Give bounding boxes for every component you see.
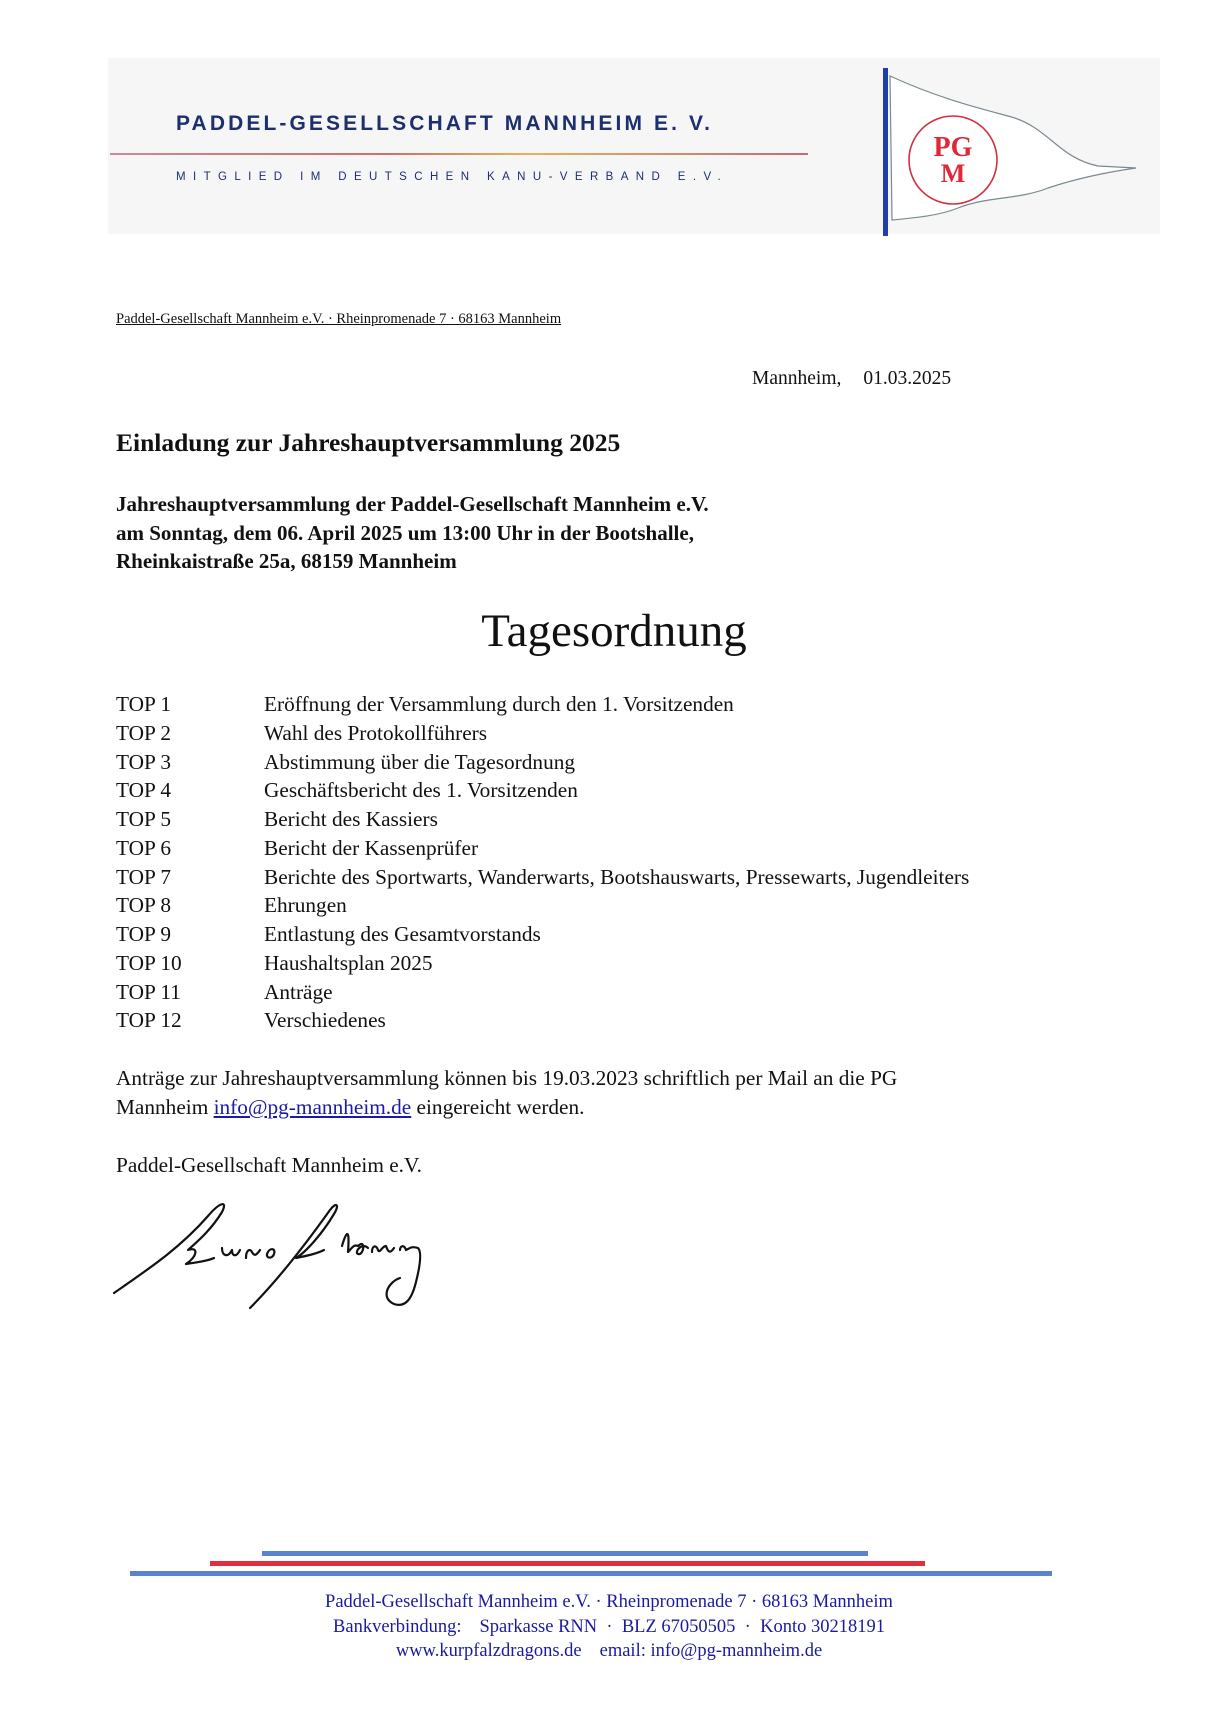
agenda-item-text: Ehrungen <box>264 893 347 918</box>
footer-stripe-blue-top <box>262 1551 868 1556</box>
agenda-item-number: TOP 3 <box>116 749 172 774</box>
agenda-list <box>116 690 969 1035</box>
agenda-item-number: TOP 6 <box>116 835 172 860</box>
footer-email[interactable]: email: info@pg-mannheim.de <box>599 1641 823 1661</box>
agenda-item <box>116 748 969 777</box>
agenda-item-number: TOP 8 <box>116 893 172 918</box>
agenda-item-number: TOP 5 <box>116 807 172 831</box>
agenda-item-text: Entlastung des Gesamtvorstands <box>264 922 541 946</box>
logo-pg-text: PG <box>933 132 973 163</box>
membership-line: MITGLIED IM DEUTSCHEN KANU-VERBAND E.V. <box>176 171 729 183</box>
closing-organization: Paddel-Gesellschaft Mannheim e.V. <box>116 1153 422 1177</box>
sender-address-line: Paddel-Gesellschaft Mannheim e.V. · Rheinpromenade 7 · 68163 Mannheim <box>116 311 562 327</box>
meeting-details-line: Jahreshauptversammlung der Paddel-Gesellschaft Mannheim e.V. <box>116 492 709 516</box>
agenda-item-number: TOP 4 <box>116 778 172 803</box>
agenda-item-number: TOP 10 <box>116 950 182 975</box>
agenda-item <box>116 805 969 834</box>
agenda-item-text: Geschäftsbericht des 1. Vorsitzenden <box>264 778 578 803</box>
document-title: Einladung zur Jahreshauptversammlung 2025 <box>116 428 621 457</box>
agenda-item <box>116 834 969 863</box>
agenda-item-text: Abstimmung über die Tagesordnung <box>264 749 576 774</box>
agenda-item-text: Bericht des Kassiers <box>264 807 438 831</box>
agenda-item-number: TOP 11 <box>116 979 181 1004</box>
footer-stripe-red <box>210 1561 925 1566</box>
footer-stripe-blue-bottom <box>130 1571 1052 1576</box>
agenda-item <box>116 719 969 748</box>
date-value: 01.03.2025 <box>863 368 952 389</box>
agenda-item-number: TOP 1 <box>116 692 172 716</box>
agenda-item <box>116 776 969 805</box>
agenda-item-number: TOP 2 <box>116 720 172 745</box>
agenda-item-number: TOP 9 <box>116 922 172 946</box>
email-link[interactable]: info@pg-mannheim.de <box>213 1095 412 1119</box>
agenda-item <box>116 891 969 920</box>
agenda-item-text: Eröffnung der Versammlung durch den 1. Vorsitzenden <box>264 692 734 716</box>
agenda-item-number: TOP 7 <box>116 864 172 889</box>
agenda-item-number: TOP 12 <box>116 1008 182 1033</box>
agenda-item <box>116 863 969 892</box>
agenda-item <box>116 978 969 1007</box>
organization-name: PADDEL-GESELLSCHAFT MANNHEIM E. V. <box>176 112 714 135</box>
submission-line-1: Anträge zur Jahreshauptversammlung können bis 19.03.2023 schriftlich per Mail an die PG <box>116 1066 898 1090</box>
agenda-item-text: Verschiedenes <box>264 1008 386 1033</box>
meeting-details <box>116 490 709 576</box>
agenda-item <box>116 690 969 719</box>
submission-note <box>116 1064 1076 1122</box>
agenda-item-text: Berichte des Sportwarts, Wanderwarts, Bootshauswarts, Pressewarts, Jugendleiters <box>264 864 970 889</box>
agenda-item <box>116 949 969 978</box>
footer-bank: Bankverbindung: Sparkasse RNN · BLZ 67050505 · Konto 30218191 <box>333 1616 885 1637</box>
date-line <box>752 368 951 390</box>
letterhead-divider <box>110 153 808 155</box>
agenda-item-text: Haushaltsplan 2025 <box>264 950 433 975</box>
footer-contact <box>0 1590 1218 1664</box>
logo-m-text: M <box>940 159 966 188</box>
agenda-item-text: Wahl des Protokollführers <box>264 720 488 745</box>
submission-line-2: Mannheim info@pg-mannheim.de eingereicht werden. <box>116 1095 585 1119</box>
agenda-item <box>116 1006 969 1035</box>
date-place: Mannheim, <box>752 368 842 389</box>
meeting-details-line: am Sonntag, dem 06. April 2025 um 13:00 Uhr in der Bootshalle, <box>116 520 694 545</box>
pennant-flag-logo-icon <box>868 68 1158 238</box>
footer-address: Paddel-Gesellschaft Mannheim e.V. · Rheinpromenade 7 · 68163 Mannheim <box>325 1592 893 1612</box>
handwritten-signature <box>110 1198 510 1338</box>
meeting-details-line: Rheinkaistraße 25a, 68159 Mannheim <box>116 549 457 573</box>
footer-website[interactable]: www.kurpfalzdragons.de <box>395 1641 582 1661</box>
footer-web-email <box>0 1639 1218 1664</box>
agenda-item-text: Anträge <box>264 979 333 1004</box>
agenda-item <box>116 920 969 949</box>
agenda-item-text: Bericht der Kassenprüfer <box>264 835 479 860</box>
agenda-heading: Tagesordnung <box>481 605 747 657</box>
